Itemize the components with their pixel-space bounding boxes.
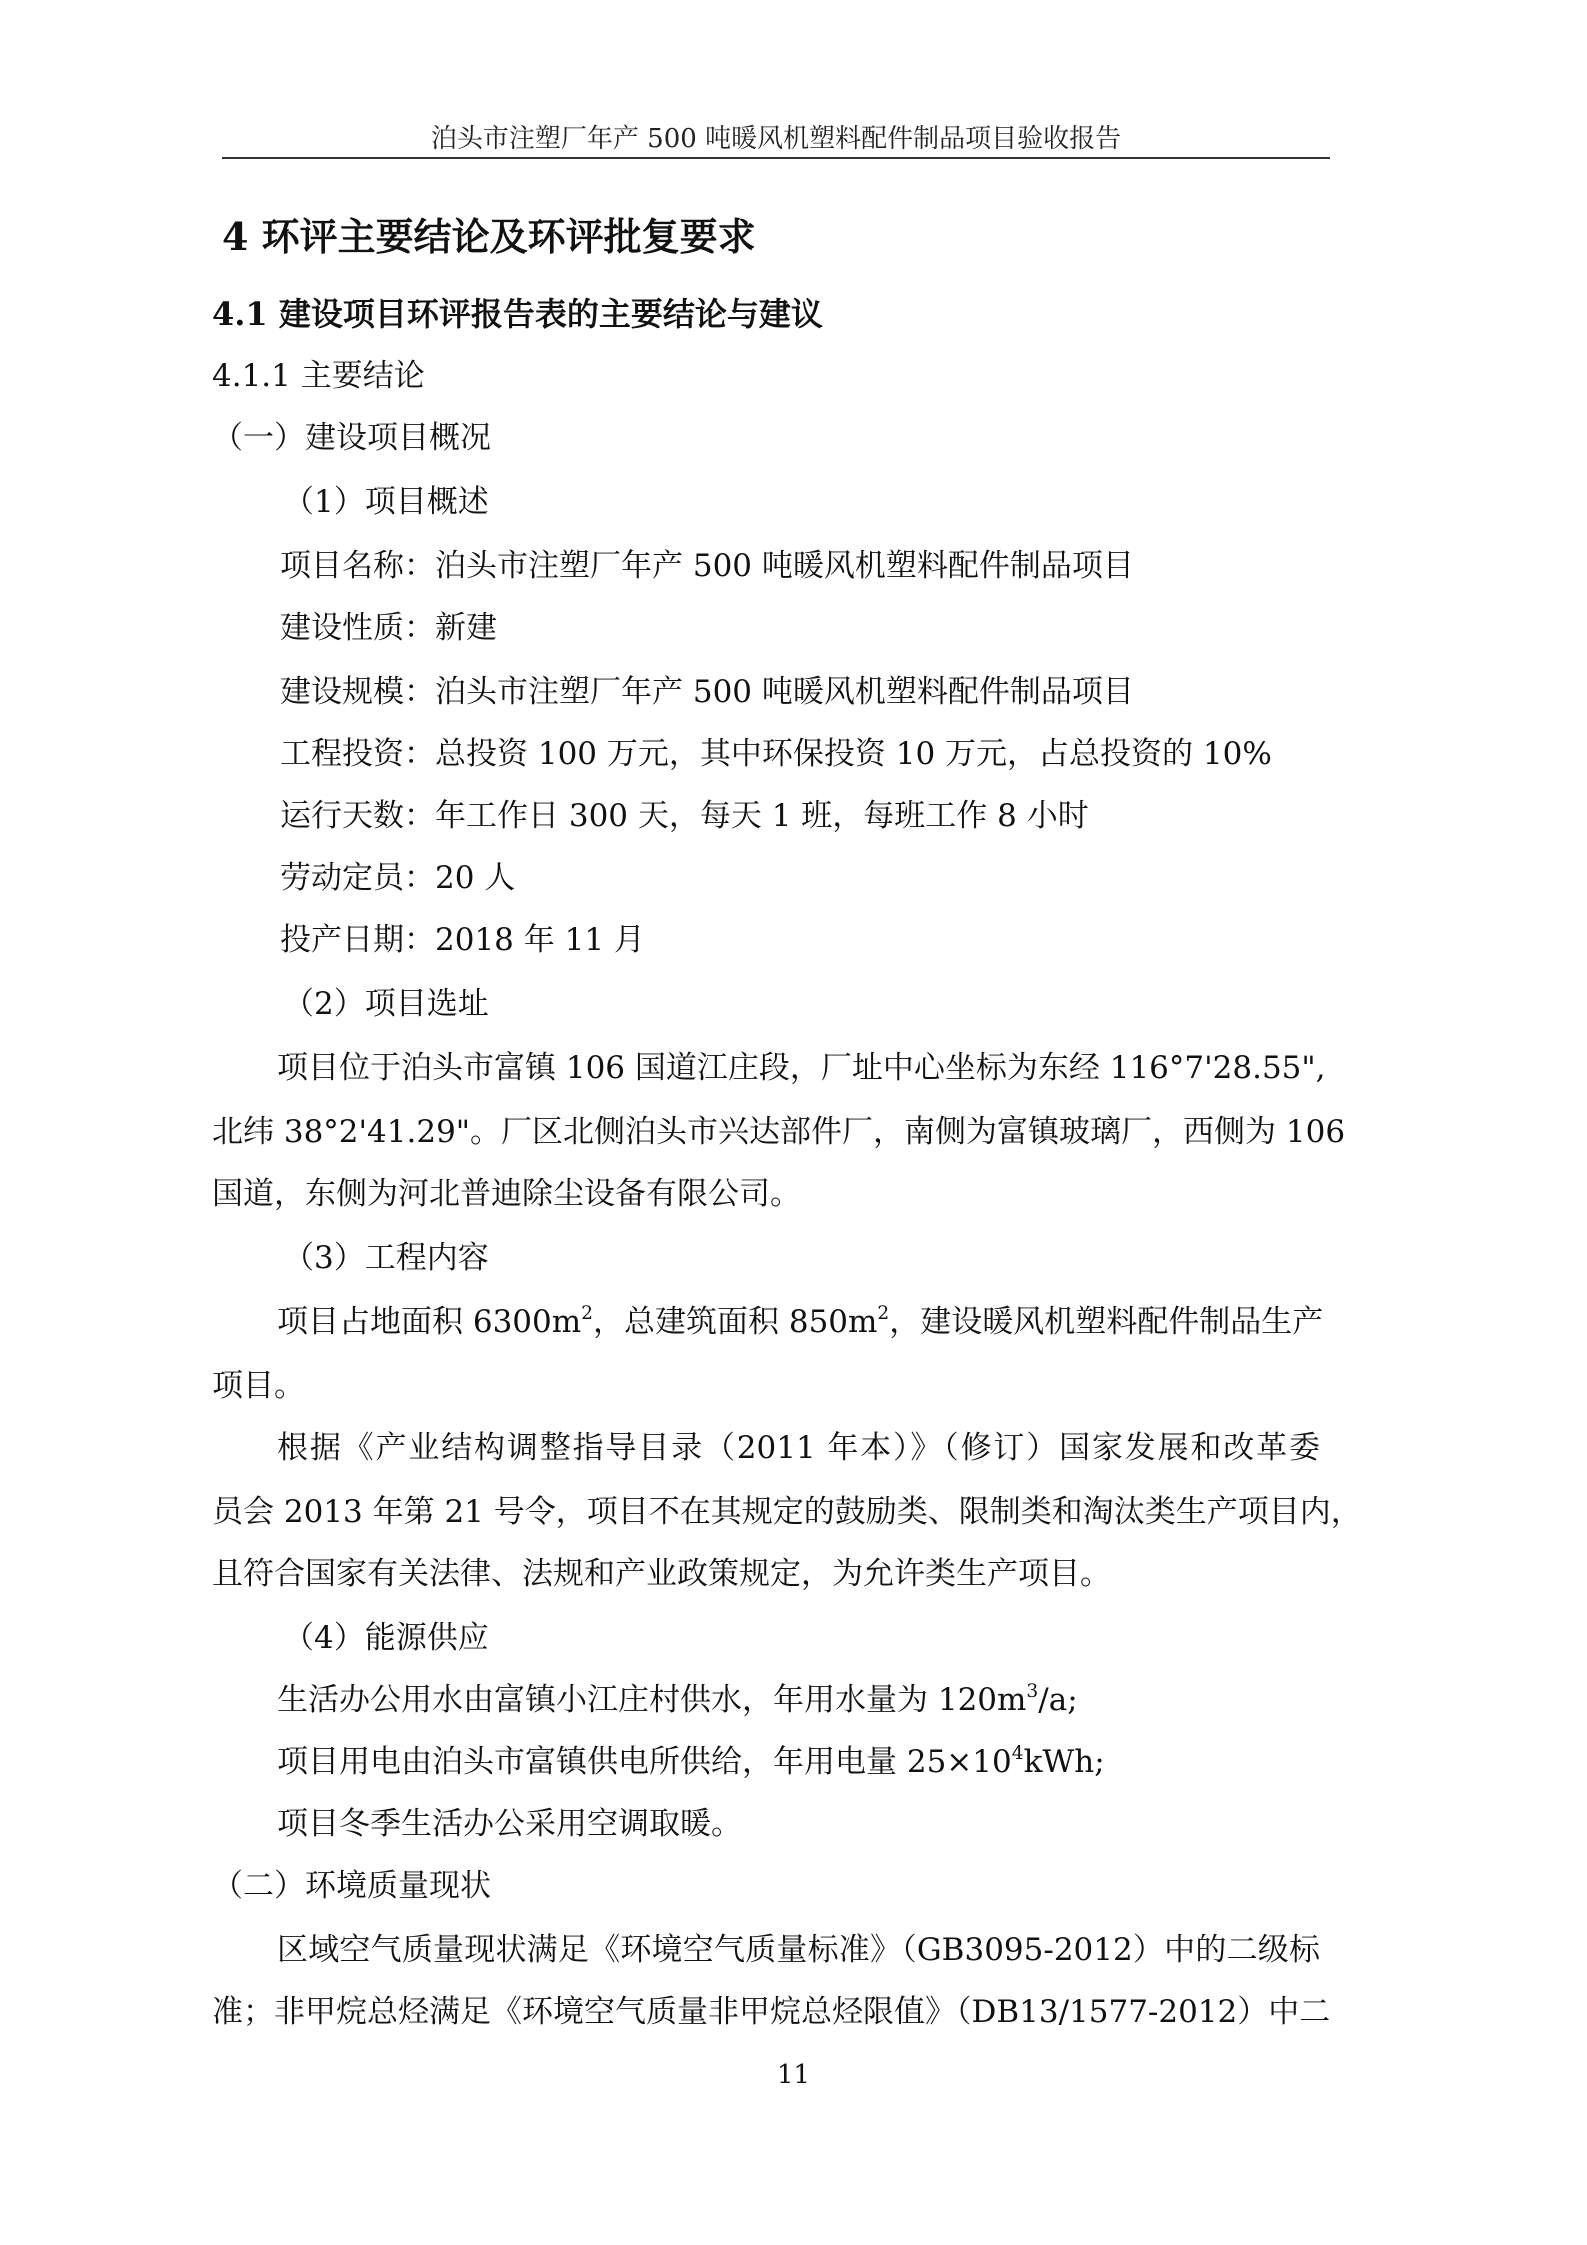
location-heading: （2）项目选址 [283, 986, 489, 1022]
power-superscript: 4 [1011, 1742, 1024, 1764]
section-heading: 4 环评主要结论及环评批复要求 [222, 214, 756, 259]
area-sentence-end: 项目。 [212, 1368, 305, 1404]
policy-line-3: 且符合国家有关法律、法规和产业政策规定，为允许类生产项目。 [212, 1556, 1111, 1592]
policy-line-2: 员会 2013 年第 21 号令，项目不在其规定的鼓励类、限制类和淘汰类生产项目内， [212, 1494, 1362, 1530]
part2-heading: （二）环境质量现状 [212, 1868, 491, 1904]
page-number: 11 [776, 2060, 811, 2090]
power-text-b: kWh; [1023, 1744, 1105, 1780]
project-nature: 建设性质：新建 [280, 610, 497, 646]
heating: 项目冬季生活办公采用空调取暖。 [277, 1806, 742, 1842]
power-text-a: 项目用电由泊头市富镇供电所供给，年用电量 25×10 [277, 1744, 1012, 1780]
project-scale: 建设规模：泊头市注塑厂年产 500 吨暖风机塑料配件制品项目 [280, 674, 1134, 710]
project-operation: 运行天数：年工作日 300 天，每天 1 班，每班工作 8 小时 [280, 798, 1089, 834]
overview-heading: （1）项目概述 [283, 484, 489, 520]
header-divider [222, 157, 1330, 159]
water-superscript: 3 [1026, 1680, 1039, 1702]
area-superscript-1: 2 [581, 1302, 593, 1324]
project-start-date: 投产日期：2018 年 11 月 [280, 922, 645, 958]
water-text-b: /a; [1038, 1682, 1078, 1718]
area-text-a: 项目占地面积 6300m [277, 1304, 582, 1340]
content-heading: （3）工程内容 [283, 1240, 489, 1276]
air-quality-line-1: 区域空气质量现状满足《环境空气质量标准》（GB3095-2012）中的二级标 [277, 1932, 1320, 1968]
part1-heading: （一）建设项目概况 [212, 420, 491, 456]
location-line-2: 北纬 38°2'41.29"。厂区北侧泊头市兴达部件厂，南侧为富镇玻璃厂，西侧为 106 [212, 1114, 1346, 1150]
area-sentence [277, 1302, 1323, 1342]
project-name: 项目名称：泊头市注塑厂年产 500 吨暖风机塑料配件制品项目 [280, 548, 1134, 584]
power-supply [277, 1742, 1105, 1782]
project-investment: 工程投资：总投资 100 万元，其中环保投资 10 万元，占总投资的 10% [280, 736, 1272, 772]
area-text-b: ，总建筑面积 850m [593, 1304, 878, 1340]
water-text-a: 生活办公用水由富镇小江庄村供水，年用水量为 120m [277, 1682, 1027, 1718]
energy-heading: （4）能源供应 [283, 1620, 489, 1656]
subsection-heading: 4.1 建设项目环评报告表的主要结论与建议 [212, 295, 823, 333]
policy-line-1: 根据《产业结构调整指导目录（2011 年本）》（修订）国家发展和改革委 [277, 1430, 1320, 1466]
area-superscript-2: 2 [877, 1302, 890, 1324]
location-line-3: 国道，东侧为河北普迪除尘设备有限公司。 [212, 1176, 801, 1212]
air-quality-line-2: 准；非甲烷总烃满足《环境空气质量非甲烷总烃限值》（DB13/1577-2012）中二 [212, 1994, 1331, 2030]
area-text-c: ，建设暖风机塑料配件制品生产 [889, 1304, 1324, 1340]
water-supply [277, 1680, 1078, 1720]
project-staff: 劳动定员：20 人 [280, 860, 516, 896]
location-line-1: 项目位于泊头市富镇 106 国道江庄段，厂址中心坐标为东经 116°7'28.55", [277, 1050, 1326, 1086]
running-header: 泊头市注塑厂年产 500 吨暖风机塑料配件制品项目验收报告 [430, 124, 1122, 154]
subsubsection-heading: 4.1.1 主要结论 [212, 358, 425, 394]
